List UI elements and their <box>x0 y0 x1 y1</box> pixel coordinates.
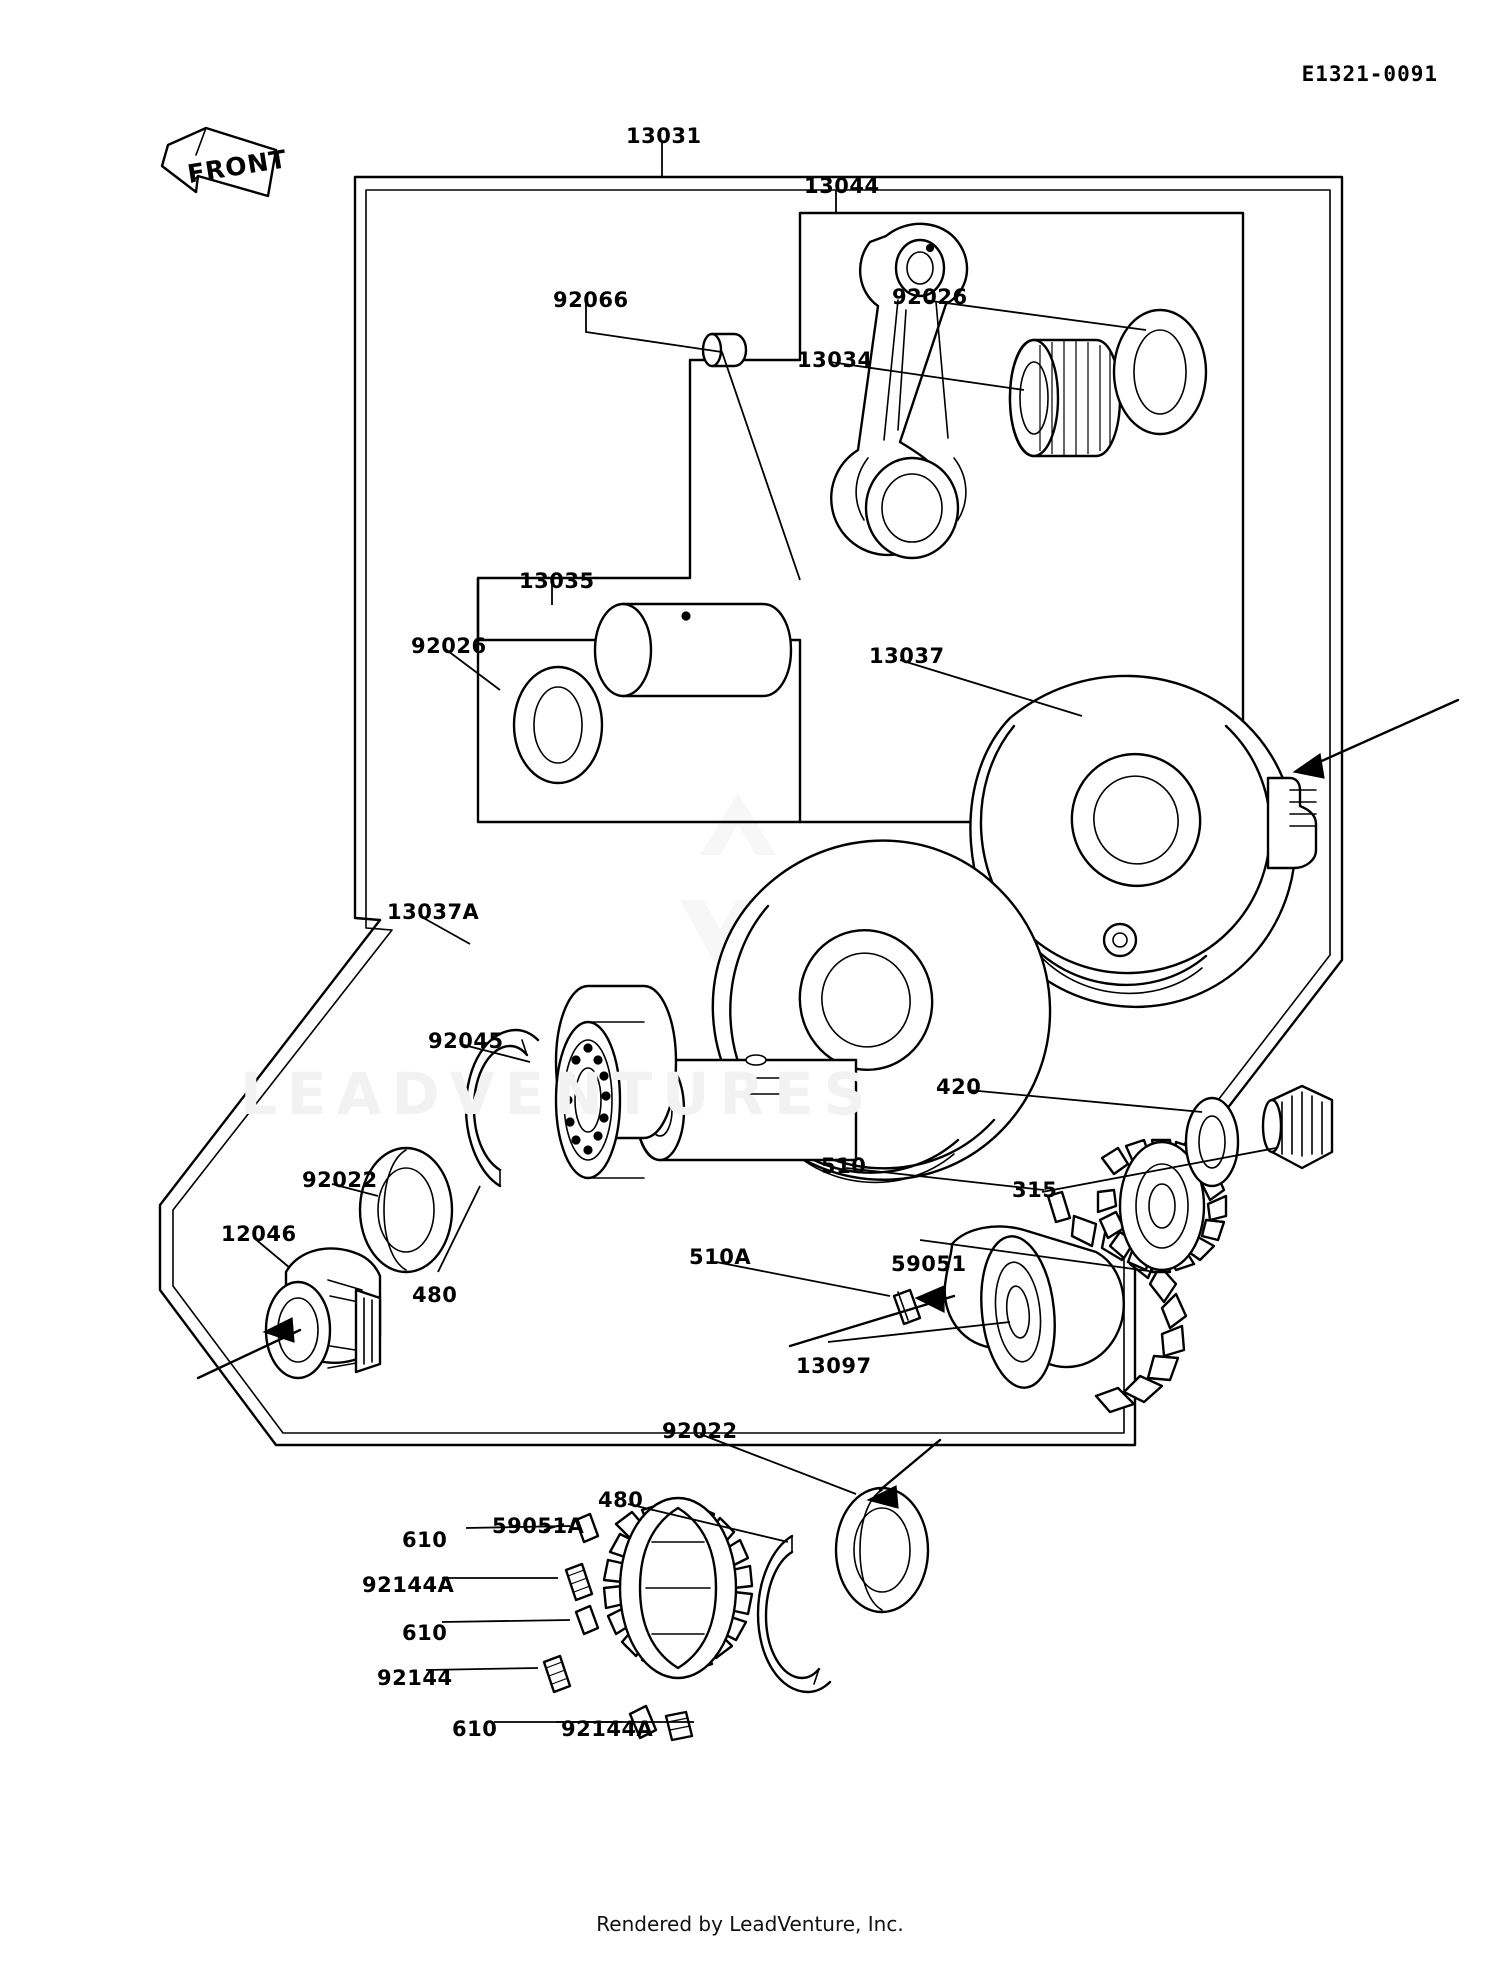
callout-92022-left: 92022 <box>302 1168 378 1192</box>
crank-pin <box>595 604 791 696</box>
oil-seal-left <box>360 1148 452 1272</box>
washer-upper-right <box>1114 310 1206 434</box>
callout-13037a: 13037A <box>387 900 480 924</box>
spring-92144a-lower <box>666 1712 692 1740</box>
callout-315: 315 <box>1012 1178 1058 1202</box>
circlip-480-lower <box>758 1536 830 1692</box>
gear-59051a <box>604 1498 752 1678</box>
callout-59051a: 59051A <box>492 1514 585 1538</box>
document-code: E1321-0091 <box>1301 62 1438 86</box>
front-marker-label: FRONT <box>185 144 290 189</box>
callout-510: 510 <box>821 1154 867 1178</box>
washer-lower-left <box>514 667 602 783</box>
needle-bearing <box>1010 340 1120 456</box>
callout-13034: 13034 <box>797 348 873 372</box>
callout-59051: 59051 <box>891 1252 967 1276</box>
callout-13037: 13037 <box>869 644 945 668</box>
callout-13044: 13044 <box>804 174 880 198</box>
callout-13035: 13035 <box>519 569 595 593</box>
callout-92144a-upper: 92144A <box>362 1573 455 1597</box>
footer-credit: Rendered by LeadVenture, Inc. <box>596 1912 904 1936</box>
callout-510a: 510A <box>689 1245 752 1269</box>
spring-92144a-upper <box>566 1564 592 1600</box>
callout-92026-upper: 92026 <box>892 285 968 309</box>
callout-92066: 92066 <box>553 288 629 312</box>
oil-pump-drive <box>266 1248 380 1378</box>
nut-315 <box>1263 1086 1332 1168</box>
callout-610-c: 610 <box>452 1717 498 1741</box>
callout-610-b: 610 <box>402 1621 448 1645</box>
callout-420: 420 <box>936 1075 982 1099</box>
watermark-text: LEADVENTURES <box>240 1060 876 1128</box>
callout-92022-lower: 92022 <box>662 1419 738 1443</box>
callout-12046: 12046 <box>221 1222 297 1246</box>
callout-92144a-lower: 92144A <box>561 1717 654 1741</box>
callout-92045: 92045 <box>428 1029 504 1053</box>
oil-seal-lower <box>836 1488 928 1612</box>
callout-92144: 92144 <box>377 1666 453 1690</box>
spring-92144 <box>544 1656 570 1692</box>
callout-480-lower: 480 <box>598 1488 644 1512</box>
pin-610-b <box>576 1606 598 1634</box>
circlip-480 <box>466 1030 538 1186</box>
callout-13097: 13097 <box>796 1354 872 1378</box>
callout-92026-lower: 92026 <box>411 634 487 658</box>
callout-13031: 13031 <box>626 124 702 148</box>
callout-610-a: 610 <box>402 1528 448 1552</box>
callout-480-upper: 480 <box>412 1283 458 1307</box>
